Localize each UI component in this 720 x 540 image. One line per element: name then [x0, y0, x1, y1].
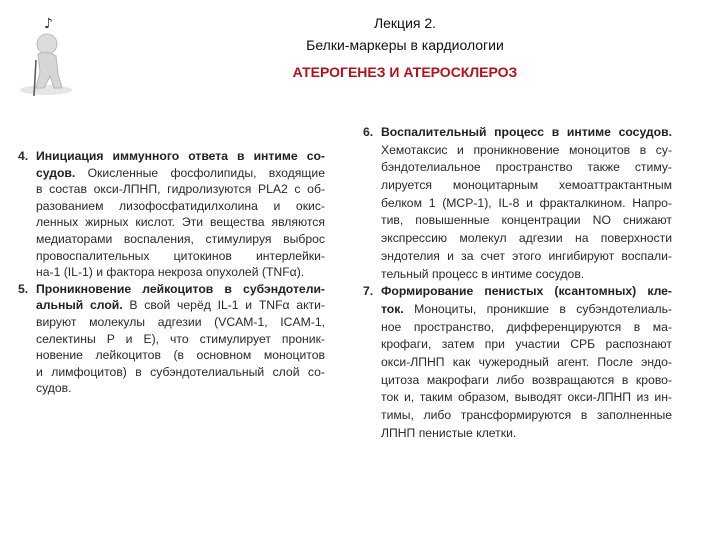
item-body: новение лейкоцитов (в основном моноцитов: [36, 348, 325, 363]
item-body: эндотелия и за счет этого ингибируют воспали-: [381, 248, 672, 263]
topic-title: АТЕРОГЕНЕЗ И АТЕРОСКЛЕРОЗ: [292, 64, 518, 80]
item-heading: Проникновение лейкоцитов в субэндотели-: [36, 281, 325, 296]
item-body: тимы, либо трансформируются в заполненные: [381, 408, 672, 422]
item-body: разованием лизофосфатидилхолина и окис-: [36, 198, 325, 213]
item-body: окси-ЛПНП как чужеродный агент. После эндо-: [381, 354, 672, 369]
item-body: и лимфоцитов) в субэндотелиальный слой со-: [36, 364, 325, 379]
lecture-number: Лекция 2.: [373, 15, 437, 31]
text-line: [18, 314, 325, 331]
item-body: ток и, таким образом, выводят окси-ЛПНП из ин-: [381, 390, 672, 405]
list-item: [18, 281, 325, 397]
text-line: [363, 248, 672, 266]
list-item: [363, 124, 672, 283]
item-body: крофаги, затем при участии СРБ распознают: [381, 337, 672, 352]
item-body: вируют молекулы адгезии (VCAM-1, ICAM-1,: [36, 314, 325, 329]
list-item: [18, 148, 325, 281]
lecture-subtitle: Белки-маркеры в кардиологии: [306, 37, 504, 53]
item-body: бэндотелиальное пространство также стиму-: [381, 160, 672, 175]
text-line: [363, 336, 672, 354]
item-body: Окисленные фосфолипиды, входящие: [75, 165, 325, 180]
item-heading: Инициация иммунного ответа в интиме со-: [36, 149, 325, 163]
item-number: 7.: [363, 284, 374, 299]
item-body: медиаторами воспаления, стимулируя выброс: [36, 231, 325, 246]
text-line: [18, 264, 325, 281]
item-heading: ток.: [381, 301, 404, 316]
item-body: тив, повышенные концентрации NO снижают: [381, 213, 672, 228]
text-line: [18, 331, 325, 348]
text-line: [363, 142, 672, 160]
text-line: [363, 372, 672, 390]
item-body: Хемотаксис и проникновение моноцитов в су-: [381, 142, 672, 157]
text-line: [363, 425, 672, 443]
text-line: [18, 281, 325, 298]
item-body: тельный процесс в интиме сосудов.: [381, 266, 585, 281]
text-line: [18, 297, 325, 314]
item-number: 4.: [18, 149, 29, 163]
text-line: [363, 195, 672, 213]
text-line: [363, 389, 672, 407]
text-line: [363, 283, 672, 301]
text-line: [18, 214, 325, 231]
text-line: [363, 407, 672, 425]
text-line: [18, 380, 325, 397]
text-line: [363, 212, 672, 230]
item-body: В свой черёд IL-1 и TNFα акти-: [122, 298, 326, 313]
item-body: селектины P и E), что стимулирует проник-: [36, 331, 325, 346]
text-line: [18, 165, 325, 182]
item-body: в состав окси-ЛПНП, гидролизуются PLA2 с об-: [36, 182, 325, 197]
item-body: судов.: [36, 381, 72, 396]
item-heading: альный слой.: [36, 298, 123, 313]
text-line: [363, 124, 672, 142]
item-number: 5.: [18, 281, 29, 296]
text-line: [18, 181, 325, 198]
item-body: экспрессию молекул адгезии на поверхности: [381, 231, 672, 246]
item-body: ное пространство, дифференцируются в ма-: [381, 319, 672, 334]
text-line: [363, 354, 672, 372]
item-body: на-1 (IL-1) и фактора некроза опухолей (TNFα).: [36, 265, 305, 280]
item-body: провоспалительных цитокинов интерлейки-: [36, 248, 325, 263]
text-line: [363, 177, 672, 195]
item-body: белком 1 (MCP-1), IL-8 и фракталкином. Напро-: [381, 195, 672, 210]
item-body: ленных жирных кислот. Эти вещества являются: [36, 215, 325, 230]
item-heading: Формирование пенистых (ксантомных) кле-: [381, 284, 672, 299]
list-item: [363, 283, 672, 442]
text-line: [363, 266, 672, 284]
text-line: [18, 364, 325, 381]
text-line: [18, 198, 325, 215]
item-heading: Воспалительный процесс в интиме сосудов.: [381, 125, 672, 139]
text-line: [18, 248, 325, 265]
item-body: ЛПНП пенистые клетки.: [381, 425, 517, 440]
item-heading: судов.: [36, 165, 76, 180]
text-line: [363, 319, 672, 337]
item-body: Моноциты, проникшие в субэндотелиаль-: [403, 301, 672, 316]
text-line: [18, 231, 325, 248]
item-body: лируется моноцитарным хемоаттрактантным: [381, 178, 672, 193]
text-line: [18, 347, 325, 364]
svg-text:♪: ♪: [44, 16, 53, 32]
text-line: [363, 230, 672, 248]
right-column: [363, 124, 672, 442]
left-column: [18, 148, 325, 397]
text-line: [363, 159, 672, 177]
text-line: [363, 301, 672, 319]
item-body: цитоза макрофаги либо возвращаются в крово-: [381, 372, 672, 387]
item-number: 6.: [363, 125, 374, 139]
person-figure-illustration: [14, 8, 84, 98]
text-line: [18, 148, 325, 165]
